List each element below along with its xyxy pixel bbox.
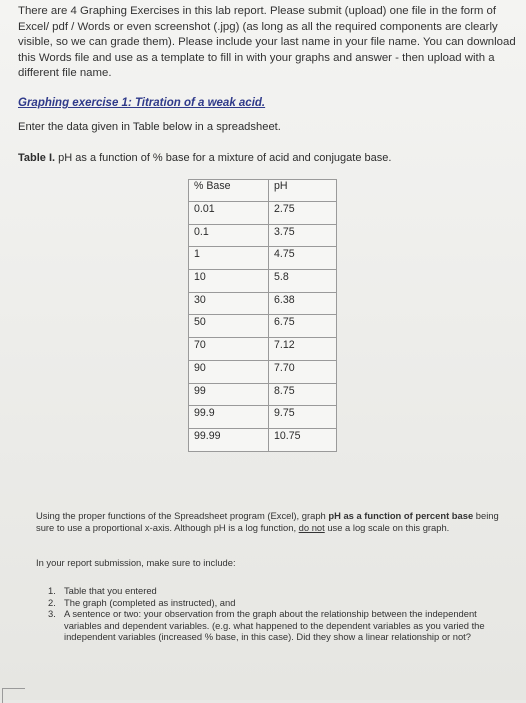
cell-ph: 7.70 [269, 360, 337, 383]
cell-ph: 6.38 [269, 292, 337, 315]
cell-percent-base: 99.9 [189, 406, 269, 429]
page-corner-mark [2, 688, 25, 703]
cell-percent-base: 1 [189, 247, 269, 270]
cell-percent-base: 99 [189, 383, 269, 406]
cell-percent-base: 70 [189, 338, 269, 361]
enter-instruction: Enter the data given in Table below in a spreadsheet. [18, 121, 281, 133]
cell-ph: 7.12 [269, 338, 337, 361]
cell-percent-base: 99.99 [189, 428, 269, 451]
table-row [189, 383, 337, 406]
cell-percent-base: 50 [189, 315, 269, 338]
table-row [189, 315, 337, 338]
cell-percent-base: 30 [189, 292, 269, 315]
table-row [189, 224, 337, 247]
table-row [189, 292, 337, 315]
table-row [189, 406, 337, 429]
cell-ph: 8.75 [269, 383, 337, 406]
cell-ph: 6.75 [269, 315, 337, 338]
list-item: 1. Table that you entered [48, 585, 157, 596]
table-caption-text: pH as a function of % base for a mixture of acid and conjugate base. [58, 152, 392, 164]
intro-paragraph: There are 4 Graphing Exercises in this lab report. Please submit (upload) one file in the form of Excel/ pdf / Words or even screenshot (.jpg) (as long as all the required components are clearly visible, so we can grade them). Please include your last name in your file name. You can download this Words file and use as a template to fill in with your graphs and answer - then upload with a different file name. [18, 5, 516, 80]
list-item: 3. A sentence or two: your observation from the graph about the relationship between the independent variables and dependent variables. (e.g. what happened to the dependent variables as you varied the independent variables (increased % base, in this case). Did they show a linear relationship or not? [48, 608, 485, 643]
cell-ph: 5.8 [269, 270, 337, 293]
table-row [189, 428, 337, 451]
cell-percent-base: 0.01 [189, 202, 269, 225]
cell-percent-base: 10 [189, 270, 269, 293]
table-row [189, 270, 337, 293]
cell-ph: 4.75 [269, 247, 337, 270]
table-row [189, 247, 337, 270]
data-table [188, 179, 337, 452]
table-row [189, 202, 337, 225]
table-header-row [189, 180, 337, 202]
cell-ph: 10.75 [269, 428, 337, 451]
graph-instructions: Using the proper functions of the Spreadsheet program (Excel), graph pH as a function of percent base being sure to use a proportional x-axis. Although pH is a log function, do not use a log scale on this graph. [36, 510, 499, 534]
list-item: 2. The graph (completed as instructed), and [48, 596, 236, 608]
cell-ph: 9.75 [269, 406, 337, 429]
cell-percent-base: 90 [189, 360, 269, 383]
exercise-title: Graphing exercise 1: Titration of a weak acid. [18, 97, 266, 109]
header-percent-base: % Base [189, 180, 269, 202]
table-row [189, 338, 337, 361]
cell-ph: 3.75 [269, 224, 337, 247]
include-heading: In your report submission, make sure to include: [36, 557, 236, 568]
table-caption-label: Table I. [18, 152, 56, 164]
table-row [189, 360, 337, 383]
table-caption [18, 152, 391, 164]
cell-ph: 2.75 [269, 202, 337, 225]
requirements-list [48, 585, 496, 643]
cell-percent-base: 0.1 [189, 224, 269, 247]
header-ph: pH [269, 180, 337, 202]
